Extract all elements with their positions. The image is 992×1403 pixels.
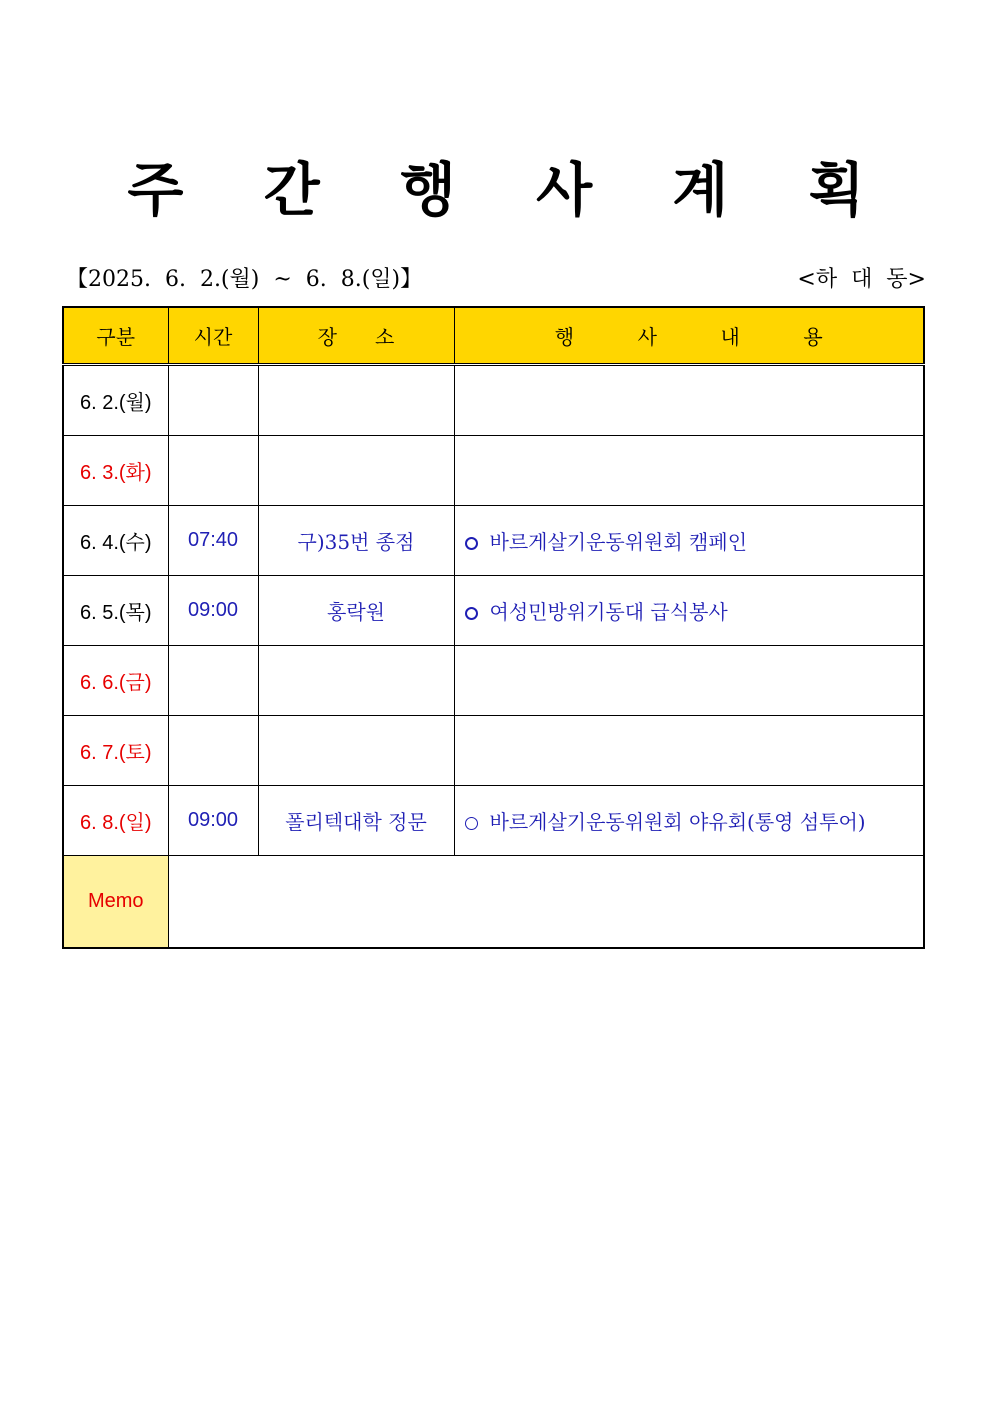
row-content-text: 여성민방위기동대 급식봉사: [489, 600, 728, 624]
memo-label: Memo: [63, 856, 168, 949]
hollow-circle-icon: [465, 607, 478, 620]
table-row: [63, 365, 924, 436]
header-category: 구분: [63, 307, 168, 365]
row-place: [258, 646, 454, 716]
row-date: 6. 8.(일): [63, 786, 168, 856]
row-date: 6. 2.(월): [63, 365, 168, 436]
row-content: [454, 646, 924, 716]
row-time: 09:00: [168, 576, 258, 646]
row-content: [454, 506, 924, 576]
row-place: [258, 436, 454, 506]
row-date: 6. 4.(수): [63, 506, 168, 576]
table-row: [63, 716, 924, 786]
row-place: 폴리텍대학 정문: [258, 786, 454, 856]
weekly-schedule-table: [62, 306, 925, 949]
header-place: 장 소: [258, 307, 454, 365]
row-place: [258, 716, 454, 786]
table-row: [63, 646, 924, 716]
row-place: 구)35번 종점: [258, 506, 454, 576]
row-content-text: 바르게살기운동위원회 야유회(통영 섬투어): [489, 810, 866, 834]
date-range: 【2025. 6. 2.(월) ~ 6. 8.(일)】: [66, 267, 423, 292]
row-time: [168, 365, 258, 436]
table-row: [63, 506, 924, 576]
row-content: [454, 576, 924, 646]
row-content-text: 바르게살기운동위원회 캠페인: [489, 530, 748, 554]
row-place: [258, 365, 454, 436]
table-row: [63, 786, 924, 856]
memo-content: [168, 856, 924, 949]
row-place: 홍락원: [258, 576, 454, 646]
row-date: 6. 6.(금): [63, 646, 168, 716]
row-content: [454, 786, 924, 856]
memo-row: [63, 856, 924, 949]
row-time: [168, 646, 258, 716]
table-header-row: [63, 307, 924, 365]
row-content: [454, 716, 924, 786]
header-event-content: 행 사 내 용: [454, 307, 924, 365]
hollow-circle-icon: [465, 817, 478, 830]
row-time: [168, 716, 258, 786]
row-time: 07:40: [168, 506, 258, 576]
header-time: 시간: [168, 307, 258, 365]
row-content: [454, 436, 924, 506]
row-date: 6. 3.(화): [63, 436, 168, 506]
row-time: [168, 436, 258, 506]
table-row: [63, 436, 924, 506]
row-date: 6. 7.(토): [63, 716, 168, 786]
row-time: 09:00: [168, 786, 258, 856]
row-content: [454, 365, 924, 436]
row-date: 6. 5.(목): [63, 576, 168, 646]
department-label: <하 대 동>: [797, 267, 926, 292]
hollow-circle-icon: [465, 537, 478, 550]
table-row: [63, 576, 924, 646]
page-title: 주 간 행 사 계 획: [127, 156, 895, 224]
